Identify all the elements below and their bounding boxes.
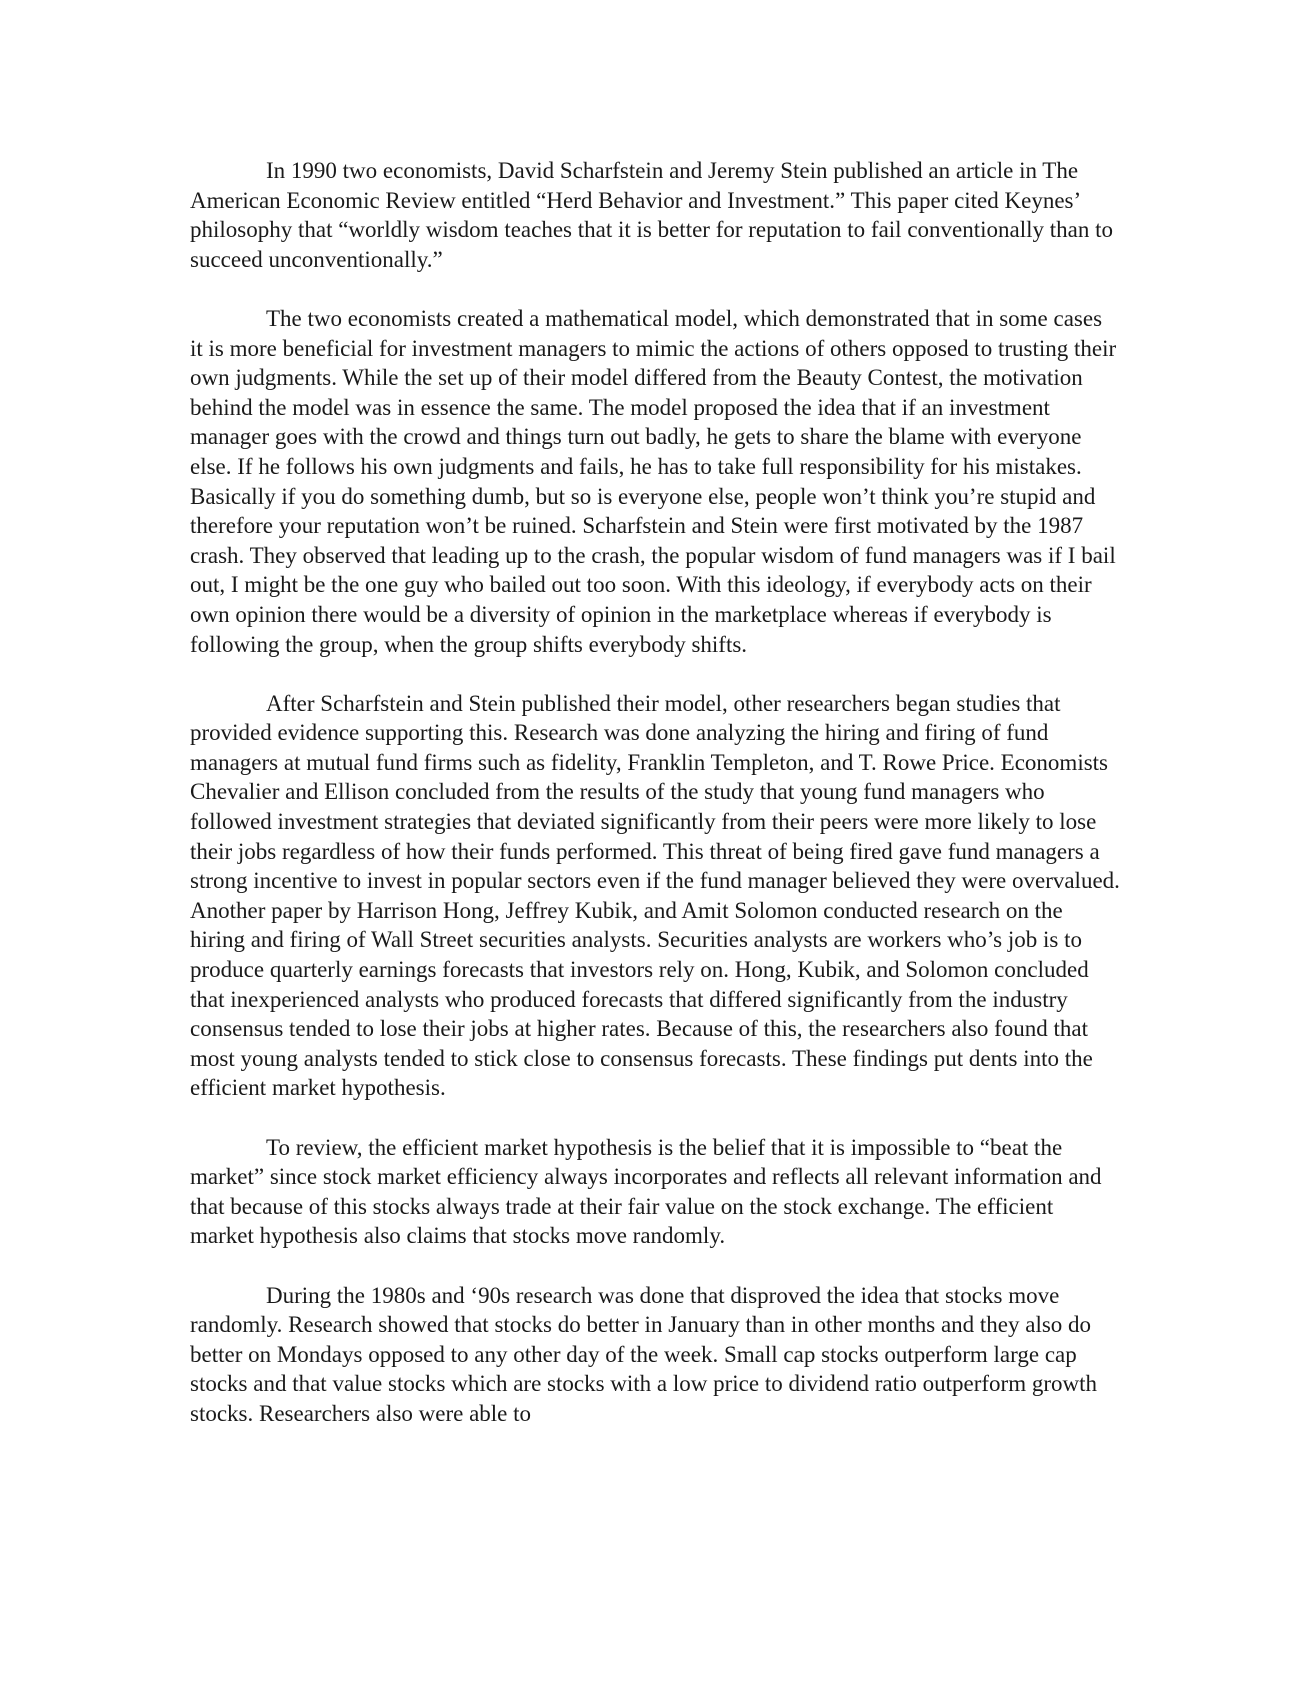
paragraph-mathematical-model: The two economists created a mathematical model, which demonstrated that in some cases it is more beneficial for investment managers to mimic the actions of others opposed to trusting their own judgments. While the set up of their model differed from the Beauty Contest, the motivation behind the model was in essence the same. The model proposed the idea that if an investment manager goes with the crowd and things turn out badly, he gets to share the blame with everyone else. If he follows his own judgments and fails, he has to take full responsibility for his mistakes. Basically if you do something dumb, but so is everyone else, people won’t think you’re stupid and therefore your reputation won’t be ruined. Scharfstein and Stein were first motivated by the 1987 crash. They observed that leading up to the crash, the popular wisdom of fund managers was if I bail out, I might be the one guy who bailed out too soon. With this ideology, if everybody acts on their own opinion there would be a diversity of opinion in the marketplace whereas if everybody is following the group, when the group shifts everybody shifts. (190, 305, 1117, 657)
paragraph-market-anomalies: During the 1980s and ‘90s research was done that disproved the idea that stocks move randomly. Research showed that stocks do better in January than in other months and they also do better on Mondays opposed to any other day of the week. Small cap stocks outperform large cap stocks and that value stocks which are stocks with a low price to dividend ratio outperform growth stocks. Researchers also were able to (190, 1282, 1098, 1426)
paragraph-efficient-market-review: To review, the efficient market hypothesis is the belief that it is impossible to “beat the market” since stock market efficiency always incorporates and reflects all relevant information and that because of this stocks always trade at their fair value on the stock exchange. The efficient market hypothesis also claims that stocks move randomly. (190, 1134, 1102, 1249)
document-body (190, 156, 1120, 1429)
paragraph-supporting-research: After Scharfstein and Stein published their model, other researchers began studies that provided evidence supporting this. Research was done analyzing the hiring and firing of fund managers at mutual fund firms such as fidelity, Franklin Templeton, and T. Rowe Price. Economists Chevalier and Ellison concluded from the results of the study that young fund managers who followed investment strategies that deviated significantly from their peers were more likely to lose their jobs regardless of how their funds performed. This threat of being fired gave fund managers a strong incentive to invest in popular sectors even if the fund manager believed they were overvalued. Another paper by Harrison Hong, Jeffrey Kubik, and Amit Solomon conducted research on the hiring and firing of Wall Street securities analysts. Securities analysts are workers who’s job is to produce quarterly earnings forecasts that investors rely on. Hong, Kubik, and Solomon concluded that inexperienced analysts who produced forecasts that differed significantly from the industry consensus tended to lose their jobs at higher rates. Because of this, the researchers also found that most young analysts tended to stick close to consensus forecasts. These findings put dents into the efficient market hypothesis. (190, 690, 1120, 1101)
paragraph-herd-behavior-intro: In 1990 two economists, David Scharfstein and Jeremy Stein published an article in The American Economic Review entitled “Herd Behavior and Investment.” This paper cited Keynes’ philosophy that “worldly wisdom teaches that it is better for reputation to fail conventionally than to succeed unconventionally.” (190, 158, 1113, 272)
